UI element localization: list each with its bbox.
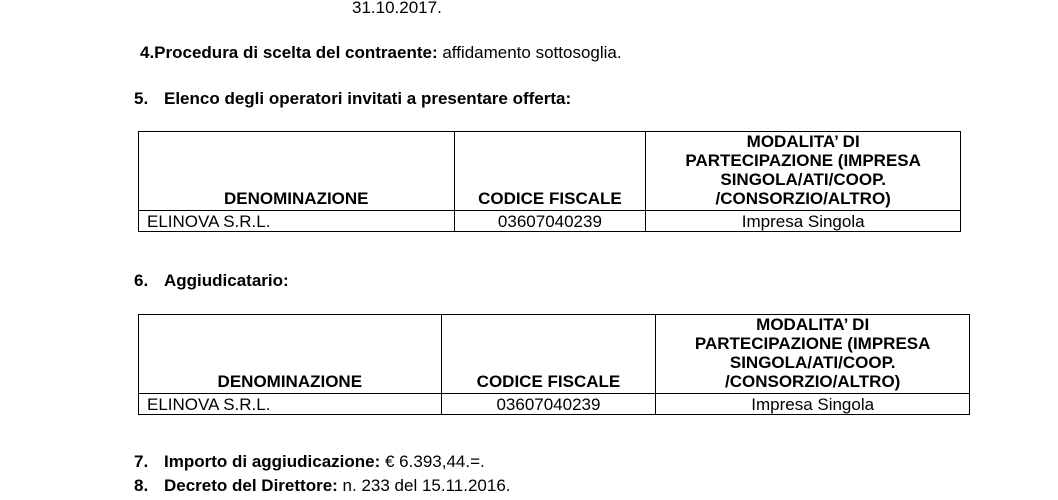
table-row: [139, 211, 961, 232]
item-5-number: 5.: [134, 89, 149, 108]
header-denominazione: DENOMINAZIONE: [139, 132, 455, 211]
table-header-row: [139, 315, 970, 394]
cell-denominazione: ELINOVA S.R.L.: [139, 211, 455, 232]
cell-denominazione: ELINOVA S.R.L.: [139, 394, 442, 415]
item-6-label: Aggiudicatario:: [164, 271, 289, 290]
cell-modalita: Impresa Singola: [656, 394, 970, 415]
table-header-row: [139, 132, 961, 211]
item-7-award-amount: [134, 452, 485, 472]
item-6-heading: [134, 271, 289, 291]
header-codice-fiscale: CODICE FISCALE: [441, 315, 656, 394]
header-modalita: MODALITA’ DI PARTECIPAZIONE (IMPRESA SINGOLA/ATI/COOP. /CONSORZIO/ALTRO): [646, 132, 961, 211]
item-5-heading: [134, 89, 571, 109]
header-denominazione: DENOMINAZIONE: [139, 315, 442, 394]
item-8-label: Decreto del Direttore:: [164, 476, 338, 495]
cell-codice-fiscale: 03607040239: [454, 211, 646, 232]
item-8-number: 8.: [134, 476, 149, 495]
item-6-number: 6.: [134, 271, 149, 290]
cell-codice-fiscale: 03607040239: [441, 394, 656, 415]
item-8-decree: [134, 476, 511, 496]
item-7-label: Importo di aggiudicazione:: [164, 452, 381, 471]
header-modalita: MODALITA’ DI PARTECIPAZIONE (IMPRESA SINGOLA/ATI/COOP. /CONSORZIO/ALTRO): [656, 315, 970, 394]
item-5-label: Elenco degli operatori invitati a presentare offerta:: [164, 89, 572, 108]
item-4-procedure: [140, 43, 622, 63]
awardee-table: [138, 314, 970, 415]
header-codice-fiscale: CODICE FISCALE: [454, 132, 646, 211]
top-date: 31.10.2017.: [352, 0, 442, 17]
item-8-value: n. 233 del 15.11.2016.: [337, 476, 511, 495]
item-7-number: 7.: [134, 452, 149, 471]
item-7-value: € 6.393,44.=.: [380, 452, 485, 471]
item-4-label: 4.Procedura di scelta del contraente:: [140, 43, 438, 62]
cell-modalita: Impresa Singola: [646, 211, 961, 232]
item-4-value: affidamento sottosoglia.: [437, 43, 622, 62]
invited-operators-table: [138, 131, 961, 232]
table-row: [139, 394, 970, 415]
